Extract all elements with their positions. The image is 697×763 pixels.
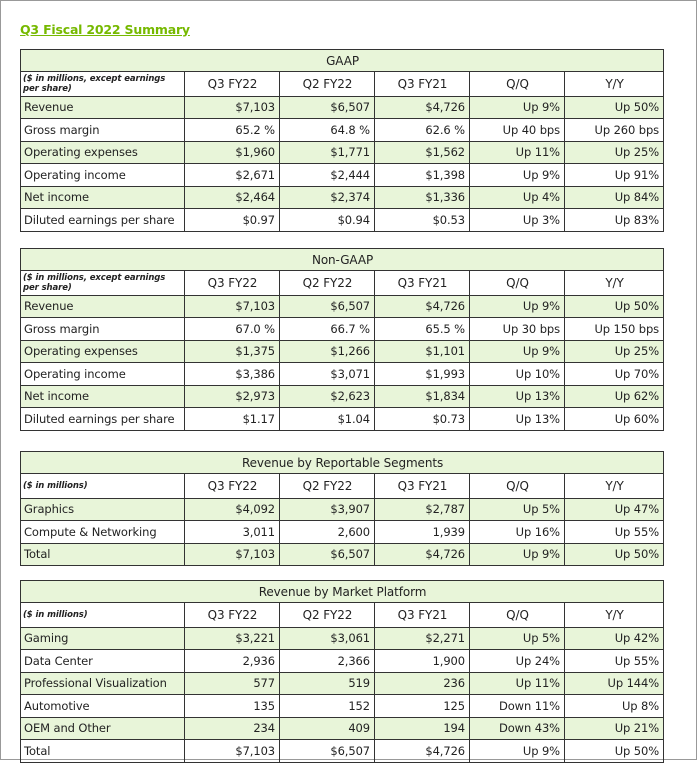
cell-value: Up 21% (565, 717, 664, 740)
cell-value: $0.53 (375, 209, 470, 232)
cell-value: Up 84% (565, 186, 664, 209)
table-row (21, 119, 664, 142)
cell-value: Up 10% (470, 363, 565, 386)
cell-value: $1,398 (375, 164, 470, 187)
column-header: Q3 FY22 (185, 474, 280, 499)
cell-value: $7,103 (185, 96, 280, 119)
cell-value: $6,507 (280, 740, 375, 763)
cell-value: Up 3% (470, 209, 565, 232)
cell-value: 125 (375, 695, 470, 718)
cell-value: $3,071 (280, 363, 375, 386)
table-title: GAAP (21, 50, 664, 72)
column-header: Q3 FY22 (185, 72, 280, 97)
cell-value: $2,444 (280, 164, 375, 187)
cell-value: $1.04 (280, 408, 375, 431)
cell-value: Up 30 bps (470, 318, 565, 341)
column-header: Q3 FY22 (185, 271, 280, 296)
cell-value: Up 9% (470, 295, 565, 318)
row-label: Revenue (21, 295, 185, 318)
cell-value: Up 260 bps (565, 119, 664, 142)
column-header: Q2 FY22 (280, 72, 375, 97)
table-row (21, 164, 664, 187)
column-header: Q/Q (470, 474, 565, 499)
table-row (21, 209, 664, 232)
cell-value: 194 (375, 717, 470, 740)
cell-value: 1,900 (375, 650, 470, 673)
table-row (21, 295, 664, 318)
row-label: Operating expenses (21, 141, 185, 164)
cell-value: $2,671 (185, 164, 280, 187)
row-label: Net income (21, 186, 185, 209)
cell-value: 2,936 (185, 650, 280, 673)
cell-value: $1,562 (375, 141, 470, 164)
cell-value: $6,507 (280, 295, 375, 318)
column-header: Q/Q (470, 271, 565, 296)
cell-value: Up 70% (565, 363, 664, 386)
cell-value: 135 (185, 695, 280, 718)
cell-value: Up 11% (470, 672, 565, 695)
cell-value: Up 50% (565, 543, 664, 566)
table-row (21, 141, 664, 164)
row-label: Operating income (21, 164, 185, 187)
row-label: Automotive (21, 695, 185, 718)
row-label: Gross margin (21, 119, 185, 142)
cell-value: $1,993 (375, 363, 470, 386)
units-note: ($ in millions) (21, 603, 185, 628)
segments-table (20, 451, 664, 566)
column-header: Q/Q (470, 72, 565, 97)
cell-value: $0.97 (185, 209, 280, 232)
cell-value: Up 9% (470, 340, 565, 363)
table-row (21, 543, 664, 566)
cell-value: 1,939 (375, 521, 470, 544)
table-row (21, 521, 664, 544)
cell-value: Up 13% (470, 408, 565, 431)
cell-value: Up 50% (565, 96, 664, 119)
cell-value: 62.6 % (375, 119, 470, 142)
table-row (21, 408, 664, 431)
market-platform-table (20, 580, 664, 763)
cell-value: $3,907 (280, 498, 375, 521)
cell-value: $1,834 (375, 385, 470, 408)
table-title: Revenue by Reportable Segments (21, 452, 664, 474)
cell-value: $6,507 (280, 543, 375, 566)
column-header: Y/Y (565, 603, 664, 628)
cell-value: Up 50% (565, 740, 664, 763)
cell-value: $3,221 (185, 627, 280, 650)
cell-value: $7,103 (185, 543, 280, 566)
cell-value: $1,101 (375, 340, 470, 363)
cell-value: Up 11% (470, 141, 565, 164)
row-label: Diluted earnings per share (21, 209, 185, 232)
cell-value: Up 9% (470, 164, 565, 187)
table-row (21, 318, 664, 341)
column-header: Q2 FY22 (280, 603, 375, 628)
gaap-table (20, 49, 664, 232)
cell-value: 3,011 (185, 521, 280, 544)
cell-value: Up 16% (470, 521, 565, 544)
cell-value: 236 (375, 672, 470, 695)
cell-value: 65.2 % (185, 119, 280, 142)
cell-value: $0.94 (280, 209, 375, 232)
cell-value: $2,374 (280, 186, 375, 209)
cell-value: Up 91% (565, 164, 664, 187)
cell-value: 65.5 % (375, 318, 470, 341)
column-header: Y/Y (565, 72, 664, 97)
cell-value: Up 150 bps (565, 318, 664, 341)
row-label: Compute & Networking (21, 521, 185, 544)
table-row (21, 695, 664, 718)
column-header: Q3 FY22 (185, 603, 280, 628)
cell-value: Up 24% (470, 650, 565, 673)
cell-value: 577 (185, 672, 280, 695)
cell-value: $4,726 (375, 740, 470, 763)
units-note: ($ in millions) (21, 474, 185, 499)
table-row (21, 717, 664, 740)
row-label: Gross margin (21, 318, 185, 341)
cell-value: 64.8 % (280, 119, 375, 142)
cell-value: $0.73 (375, 408, 470, 431)
cell-value: $4,092 (185, 498, 280, 521)
table-row (21, 363, 664, 386)
cell-value: $2,787 (375, 498, 470, 521)
row-label: Data Center (21, 650, 185, 673)
table-row (21, 650, 664, 673)
cell-value: $6,507 (280, 96, 375, 119)
cell-value: Up 4% (470, 186, 565, 209)
row-label: Revenue (21, 96, 185, 119)
cell-value: 67.0 % (185, 318, 280, 341)
cell-value: $7,103 (185, 740, 280, 763)
cell-value: Up 55% (565, 521, 664, 544)
cell-value: 519 (280, 672, 375, 695)
cell-value: $1,960 (185, 141, 280, 164)
row-label: Total (21, 543, 185, 566)
row-label: Diluted earnings per share (21, 408, 185, 431)
cell-value: $1,375 (185, 340, 280, 363)
cell-value: 152 (280, 695, 375, 718)
table-row (21, 672, 664, 695)
cell-value: Up 9% (470, 740, 565, 763)
cell-value: Up 83% (565, 209, 664, 232)
cell-value: 2,366 (280, 650, 375, 673)
cell-value: $4,726 (375, 96, 470, 119)
table-row (21, 385, 664, 408)
cell-value: 234 (185, 717, 280, 740)
cell-value: Down 43% (470, 717, 565, 740)
page-title: Q3 Fiscal 2022 Summary (20, 22, 190, 37)
column-header: Q3 FY21 (375, 603, 470, 628)
cell-value: Up 25% (565, 340, 664, 363)
cell-value: Up 5% (470, 627, 565, 650)
table-title: Non-GAAP (21, 249, 664, 271)
cell-value: 409 (280, 717, 375, 740)
cell-value: Up 9% (470, 543, 565, 566)
cell-value: $2,464 (185, 186, 280, 209)
cell-value: Up 13% (470, 385, 565, 408)
row-label: Operating income (21, 363, 185, 386)
cell-value: 66.7 % (280, 318, 375, 341)
cell-value: Up 40 bps (470, 119, 565, 142)
units-note: ($ in millions, except earnings per share) (21, 72, 185, 97)
column-header: Q3 FY21 (375, 271, 470, 296)
cell-value: $3,386 (185, 363, 280, 386)
column-header: Q2 FY22 (280, 474, 375, 499)
row-label: Professional Visualization (21, 672, 185, 695)
cell-value: Down 11% (470, 695, 565, 718)
cell-value: $2,973 (185, 385, 280, 408)
non-gaap-table (20, 248, 664, 431)
units-note: ($ in millions, except earnings per share) (21, 271, 185, 296)
cell-value: Up 9% (470, 96, 565, 119)
cell-value: Up 42% (565, 627, 664, 650)
cell-value: Up 60% (565, 408, 664, 431)
row-label: Gaming (21, 627, 185, 650)
cell-value: $3,061 (280, 627, 375, 650)
column-header: Q3 FY21 (375, 474, 470, 499)
table-row (21, 186, 664, 209)
column-header: Q3 FY21 (375, 72, 470, 97)
table-title: Revenue by Market Platform (21, 581, 664, 603)
cell-value: Up 62% (565, 385, 664, 408)
cell-value: $7,103 (185, 295, 280, 318)
cell-value: $1,266 (280, 340, 375, 363)
cell-value: Up 25% (565, 141, 664, 164)
row-label: OEM and Other (21, 717, 185, 740)
cell-value: Up 144% (565, 672, 664, 695)
column-header: Q2 FY22 (280, 271, 375, 296)
cell-value: Up 5% (470, 498, 565, 521)
column-header: Q/Q (470, 603, 565, 628)
column-header: Y/Y (565, 474, 664, 499)
cell-value: Up 8% (565, 695, 664, 718)
cell-value: Up 55% (565, 650, 664, 673)
cell-value: $1,336 (375, 186, 470, 209)
cell-value: 2,600 (280, 521, 375, 544)
table-row (21, 498, 664, 521)
row-label: Graphics (21, 498, 185, 521)
row-label: Operating expenses (21, 340, 185, 363)
cell-value: Up 47% (565, 498, 664, 521)
cell-value: $4,726 (375, 295, 470, 318)
table-row (21, 340, 664, 363)
cell-value: Up 50% (565, 295, 664, 318)
row-label: Total (21, 740, 185, 763)
table-row (21, 96, 664, 119)
row-label: Net income (21, 385, 185, 408)
cell-value: $1.17 (185, 408, 280, 431)
cell-value: $1,771 (280, 141, 375, 164)
table-row (21, 740, 664, 763)
column-header: Y/Y (565, 271, 664, 296)
cell-value: $2,623 (280, 385, 375, 408)
cell-value: $4,726 (375, 543, 470, 566)
cell-value: $2,271 (375, 627, 470, 650)
table-row (21, 627, 664, 650)
